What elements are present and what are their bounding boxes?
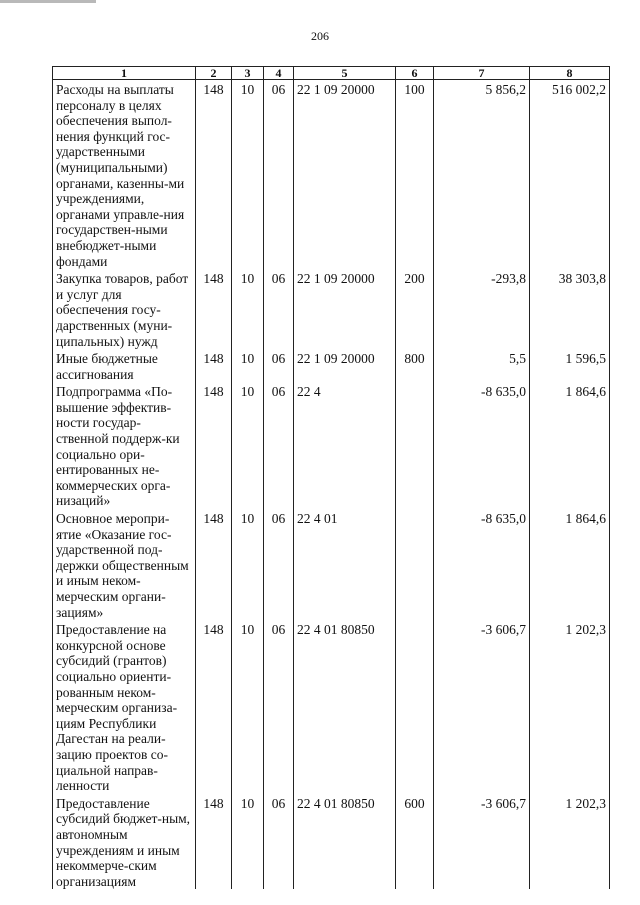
row-expense-type: 600 [396,794,434,890]
row-ministry-code: 148 [196,80,232,270]
row-total-amount: 38 303,8 [530,269,610,349]
row-name: Предоставление субсидий бюджет-ным, автономным учреждениям и иным некоммерче-ским организациям [53,794,196,890]
page-number: 206 [311,29,329,43]
row-ministry-code: 148 [196,269,232,349]
table-row [53,382,610,509]
table-row [53,794,610,890]
row-change-amount: 5 856,2 [434,80,530,270]
row-name: Иные бюджетные ассигнования [53,349,196,382]
row-ministry-code: 148 [196,509,232,620]
row-subsection-code: 06 [264,80,294,270]
row-subsection-code: 06 [264,269,294,349]
row-target-code: 22 1 09 20000 [294,269,396,349]
table-row [53,80,610,270]
row-ministry-code: 148 [196,620,232,794]
header-col-8: 8 [530,67,610,80]
row-expense-type: 100 [396,80,434,270]
row-ministry-code: 148 [196,794,232,890]
row-subsection-code: 06 [264,509,294,620]
table-header-row [53,67,610,80]
row-expense-type [396,509,434,620]
row-target-code: 22 4 01 80850 [294,794,396,890]
table-row [53,620,610,794]
table-row [53,509,610,620]
row-change-amount: -8 635,0 [434,382,530,509]
row-target-code: 22 4 [294,382,396,509]
row-section-code: 10 [232,269,264,349]
row-change-amount: -3 606,7 [434,794,530,890]
row-expense-type [396,620,434,794]
row-name: Предоставление на конкурсной основе субсидий (грантов) социально ориенти-рованным неком-мерческим организа-циям Республики Дагестан на реали-зацию проектов со-циальной направ-ленности [53,620,196,794]
row-name: Расходы на выплаты персоналу в целях обеспечения выпол-нения функций гос-ударственными (муниципальными) органами, казенны-ми учреждениями, органами управле-ния государствен-ными внебюджет-ными фондами [53,80,196,270]
row-expense-type: 200 [396,269,434,349]
row-name: Закупка товаров, работ и услуг для обеспечения госу-дарственных (муни-ципальных) нужд [53,269,196,349]
header-col-6: 6 [396,67,434,80]
header-col-3: 3 [232,67,264,80]
row-expense-type: 800 [396,349,434,382]
header-col-7: 7 [434,67,530,80]
header-col-1: 1 [53,67,196,80]
row-total-amount: 1 596,5 [530,349,610,382]
row-target-code: 22 1 09 20000 [294,80,396,270]
header-col-2: 2 [196,67,232,80]
header-col-5: 5 [294,67,396,80]
row-subsection-code: 06 [264,620,294,794]
row-subsection-code: 06 [264,382,294,509]
row-subsection-code: 06 [264,349,294,382]
table-row [53,349,610,382]
row-total-amount: 1 202,3 [530,794,610,890]
row-section-code: 10 [232,509,264,620]
row-change-amount: -8 635,0 [434,509,530,620]
row-section-code: 10 [232,80,264,270]
row-section-code: 10 [232,349,264,382]
row-section-code: 10 [232,620,264,794]
row-total-amount: 1 202,3 [530,620,610,794]
scan-edge-line [0,0,96,3]
row-section-code: 10 [232,382,264,509]
row-ministry-code: 148 [196,382,232,509]
row-change-amount: 5,5 [434,349,530,382]
row-name: Основное меропри-ятие «Оказание гос-ударственной под-держки общественным и иным неком-мерческим органи-зациям» [53,509,196,620]
row-total-amount: 1 864,6 [530,382,610,509]
row-ministry-code: 148 [196,349,232,382]
row-target-code: 22 1 09 20000 [294,349,396,382]
row-total-amount: 1 864,6 [530,509,610,620]
row-change-amount: -3 606,7 [434,620,530,794]
row-name: Подпрограмма «По-вышение эффектив-ности государ-ственной поддерж-ки социально ори-ентированных не-коммерческих орга-низаций» [53,382,196,509]
row-target-code: 22 4 01 80850 [294,620,396,794]
row-target-code: 22 4 01 [294,509,396,620]
header-col-4: 4 [264,67,294,80]
row-section-code: 10 [232,794,264,890]
budget-table [52,66,610,889]
row-total-amount: 516 002,2 [530,80,610,270]
row-subsection-code: 06 [264,794,294,890]
table-row [53,269,610,349]
row-expense-type [396,382,434,509]
row-change-amount: -293,8 [434,269,530,349]
